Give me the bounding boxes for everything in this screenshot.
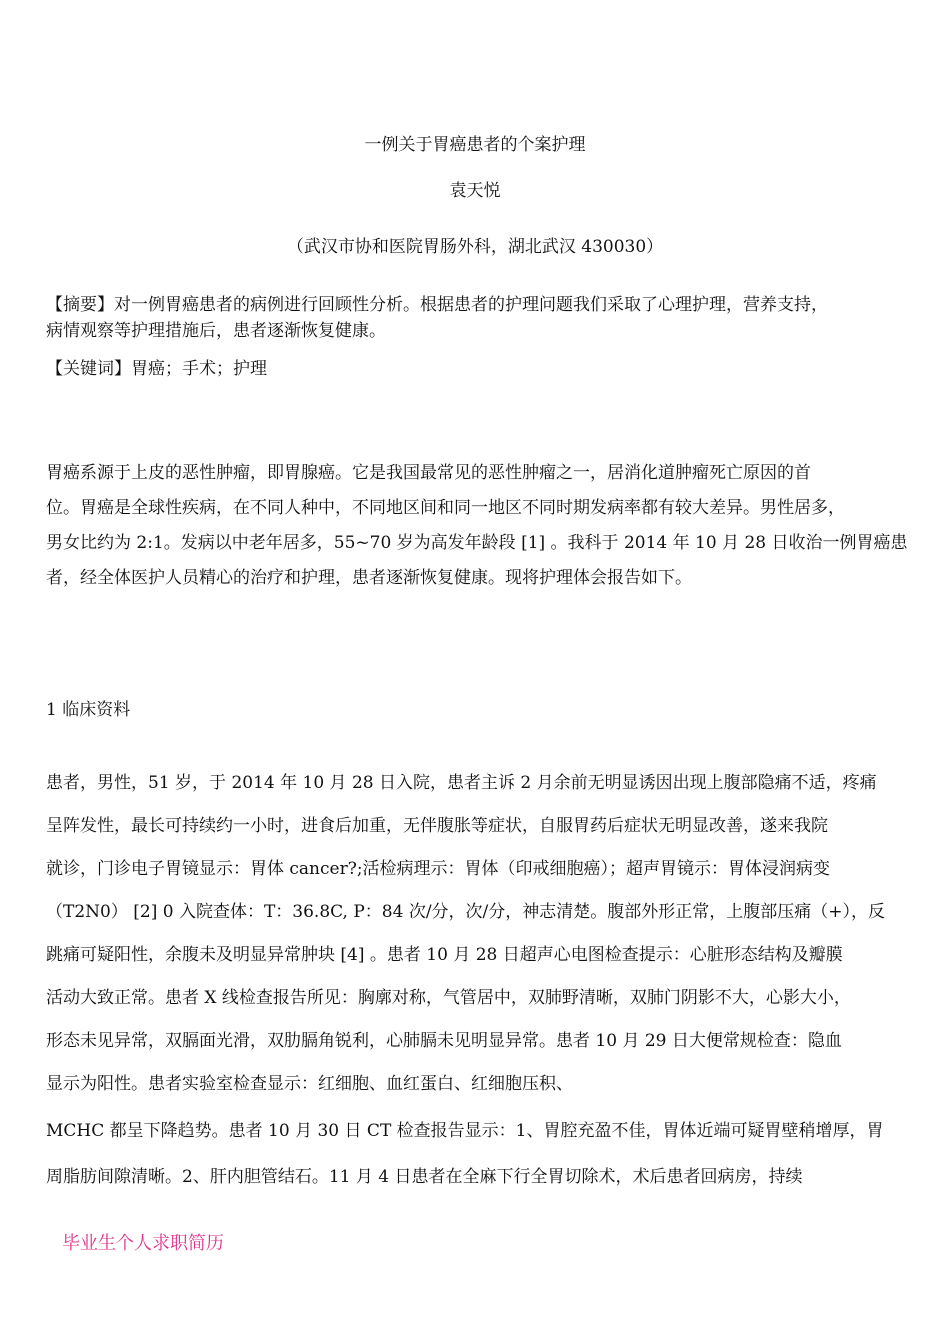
section-heading: 1 临床资料 xyxy=(46,700,131,720)
document-title: 一例关于胃癌患者的个案护理 xyxy=(364,135,586,155)
paragraph-line: 就诊，门诊电子胃镜显示：胃体 cancer?;活检病理示：胃体（印戒细胞癌）；超声胃镜示：胃体浸润病变 xyxy=(46,859,831,879)
paragraph-line: 跳痛可疑阳性，余腹未及明显异常肿块 [4] 。患者 10 月 28 日超声心电图检查提示：心脏形态结构及瓣膜 xyxy=(46,945,843,965)
paragraph-line: 周脂肪间隙清晰。2、肝内胆管结石。11 月 4 日患者在全麻下行全胃切除术，术后患者回病房，持续 xyxy=(46,1167,803,1187)
paragraph-line: 显示为阳性。患者实验室检查显示：红细胞、血红蛋白、红细胞压积、 xyxy=(46,1074,573,1094)
author-affiliation: （武汉市协和医院胃肠外科，湖北武汉 430030） xyxy=(286,237,664,257)
paragraph-line: 位。胃癌是全球性疾病，在不同人种中，不同地区间和同一地区不同时期发病率都有较大差异。男性居多， xyxy=(46,498,845,518)
paragraph-line: 者，经全体医护人员精心的治疗和护理，患者逐渐恢复健康。现将护理体会报告如下。 xyxy=(46,568,692,588)
paragraph-line: 患者，男性，51 岁，于 2014 年 10 月 28 日入院，患者主诉 2 月余前无明显诱因出现上腹部隐痛不适，疼痛 xyxy=(46,773,877,793)
paragraph-line: （T2N0） [2] 0 入院查体：T：36.8C, P：84 次/分，次/分，神志清楚。腹部外形正常，上腹部压痛（+），反 xyxy=(46,902,886,922)
paragraph-line: MCHC 都呈下降趋势。患者 10 月 30 日 CT 检查报告显示：1、胃腔充盈不佳，胃体近端可疑胃壁稍增厚，胃 xyxy=(46,1121,884,1141)
abstract-line: 【摘要】对一例胃癌患者的病例进行回顾性分析。根据患者的护理问题我们采取了心理护理，营养支持， xyxy=(46,295,828,315)
paragraph-line: 活动大致正常。患者 X 线检查报告所见：胸廓对称，气管居中，双肺野清晰，双肺门阴影不大，心影大小， xyxy=(46,988,851,1008)
paragraph-line: 呈阵发性，最长可持续约一小时，进食后加重，无伴腹胀等症状，自服胃药后症状无明显改善，遂来我院 xyxy=(46,816,828,836)
keywords: 【关键词】胃癌；手术；护理 xyxy=(46,359,267,379)
resume-link[interactable]: 毕业生个人求职简历 xyxy=(62,1233,224,1254)
author-name: 袁天悦 xyxy=(449,181,501,201)
paragraph-line: 胃癌系源于上皮的恶性肿瘤，即胃腺癌。它是我国最常见的恶性肿瘤之一，居消化道肿瘤死亡原因的首 xyxy=(46,463,811,483)
paragraph-line: 男女比约为 2:1。发病以中老年居多，55~70 岁为高发年龄段 [1] 。我科于 2014 年 10 月 28 日收治一例胃癌患 xyxy=(46,533,908,553)
abstract-line: 病情观察等护理措施后，患者逐渐恢复健康。 xyxy=(46,321,386,341)
paragraph-line: 形态未见异常，双膈面光滑，双肋膈角锐利，心肺膈未见明显异常。患者 10 月 29 日大便常规检查：隐血 xyxy=(46,1031,842,1051)
